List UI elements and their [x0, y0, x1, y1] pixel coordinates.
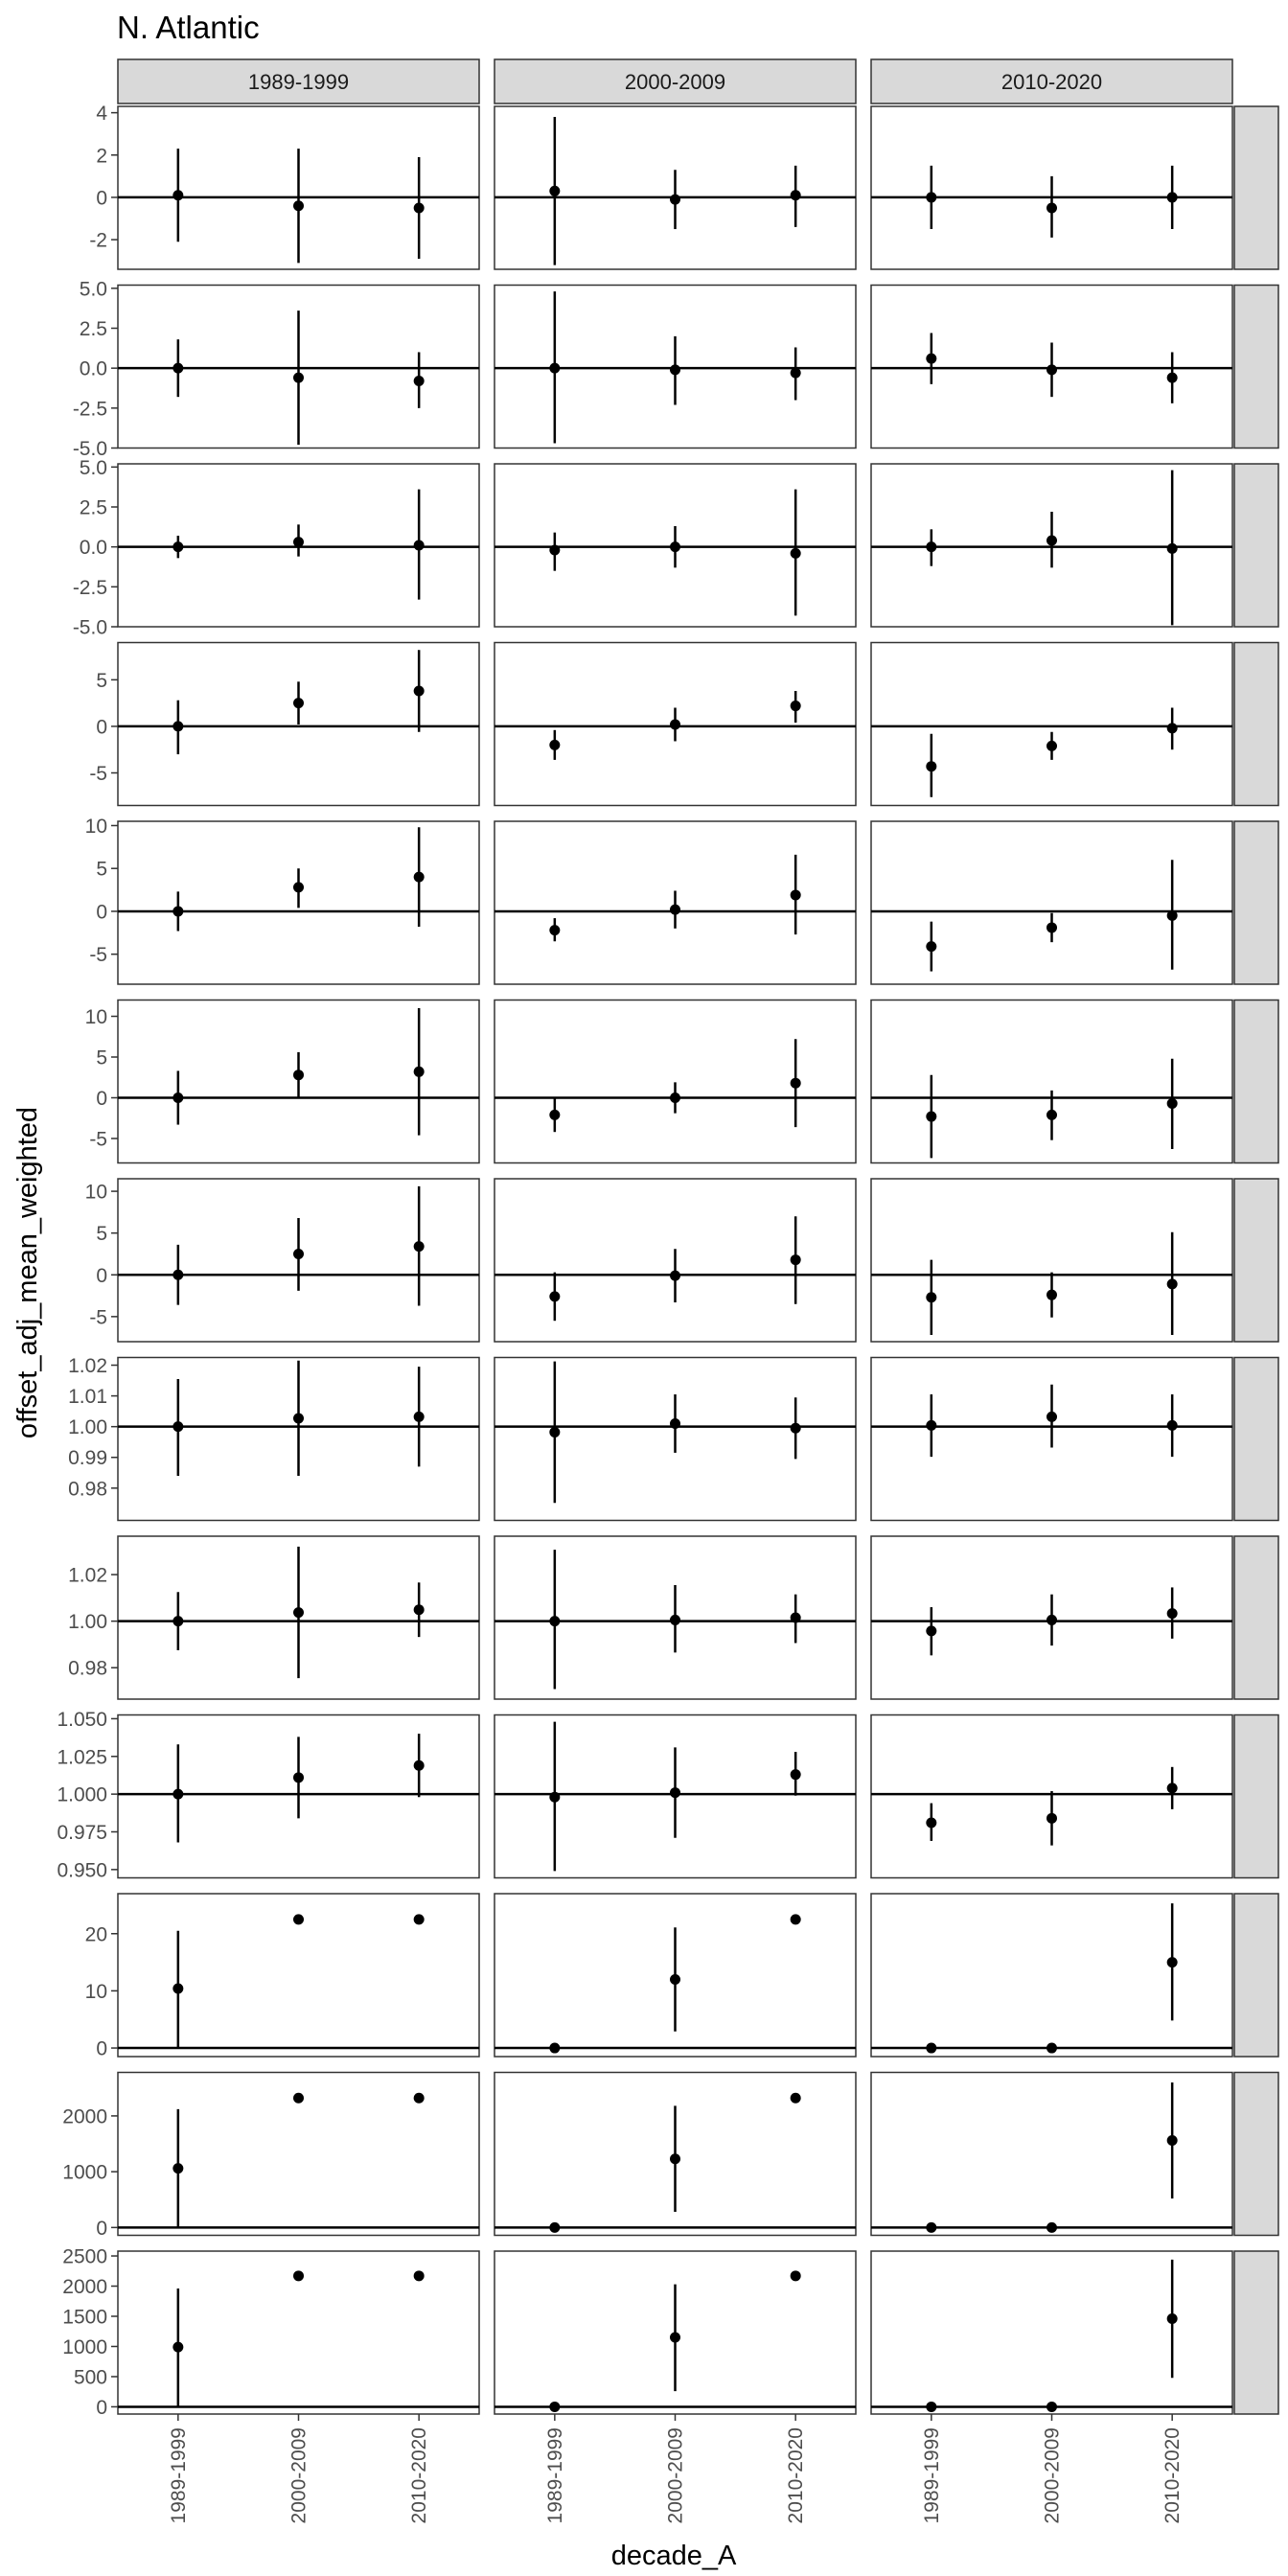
y-tick-label: 1500	[62, 2306, 107, 2329]
x-tick-label: 1989-1999	[543, 2427, 566, 2524]
data-point	[670, 541, 680, 552]
x-axis-label: decade_A	[610, 2541, 737, 2571]
data-point	[791, 1254, 801, 1265]
data-point	[670, 2333, 680, 2343]
data-point	[293, 2270, 304, 2281]
y-tick-label: 2000	[62, 2276, 107, 2299]
data-point	[670, 2153, 680, 2164]
y-tick-label: 0.0	[79, 357, 107, 380]
y-tick-label: -5.0	[72, 616, 107, 639]
data-point	[1046, 202, 1057, 213]
y-tick-label: 0.98	[68, 1657, 107, 1680]
y-tick-label: 0.0	[79, 537, 107, 560]
data-point	[293, 1914, 304, 1924]
data-point	[293, 200, 304, 211]
y-tick-label: -2.5	[72, 576, 107, 599]
data-point	[1046, 2402, 1057, 2412]
column-strip-label: 2010-2020	[1000, 70, 1103, 94]
data-point	[791, 2270, 801, 2281]
y-tick-label: 0.99	[68, 1447, 107, 1470]
data-point	[293, 698, 304, 708]
data-point	[791, 1769, 801, 1780]
data-point	[926, 192, 936, 202]
data-point	[670, 195, 680, 205]
data-point	[791, 1423, 801, 1434]
data-point	[549, 2222, 560, 2233]
chart-title: N. Atlantic	[117, 10, 260, 45]
row-strip-talk_mean	[1234, 2073, 1278, 2236]
data-point	[791, 1914, 801, 1924]
y-tick-label: 20	[84, 1923, 107, 1946]
data-point	[172, 541, 183, 552]
data-point	[293, 882, 304, 892]
y-axis-label: offset_adj_mean_weighted	[12, 1106, 43, 1439]
data-point	[1046, 2222, 1057, 2233]
data-point	[1046, 1110, 1057, 1120]
data-point	[926, 354, 936, 364]
data-point	[549, 1291, 560, 1301]
data-point	[293, 537, 304, 547]
data-point	[670, 719, 680, 729]
data-point	[1046, 741, 1057, 751]
data-point	[293, 1772, 304, 1782]
data-point	[414, 1914, 425, 1924]
data-point	[1046, 536, 1057, 546]
data-point	[1167, 2135, 1178, 2146]
panel-talk_mean-2	[871, 2073, 1232, 2236]
data-point	[926, 1292, 936, 1302]
y-tick-label: 1.000	[57, 1783, 107, 1806]
x-tick-label: 2010-2020	[785, 2427, 808, 2524]
y-tick-label: 0	[96, 2396, 107, 2419]
data-point	[791, 1078, 801, 1089]
y-tick-label: 0	[96, 2037, 107, 2060]
data-point	[670, 364, 680, 375]
data-point	[1046, 1290, 1057, 1300]
data-point	[293, 2093, 304, 2104]
y-tick-label: 10	[84, 815, 107, 838]
data-point	[414, 1760, 425, 1771]
data-point	[172, 906, 183, 916]
data-point	[172, 2163, 183, 2174]
data-point	[293, 1070, 304, 1080]
data-point	[1046, 364, 1057, 375]
row-strip-cstar_nitrate	[1234, 106, 1278, 269]
x-tick-label: 2000-2009	[288, 2427, 310, 2524]
data-point	[293, 1249, 304, 1259]
data-point	[549, 2043, 560, 2054]
row-strip-cstar_total_phosphate	[1234, 1179, 1278, 1342]
y-tick-label: 2.5	[79, 496, 107, 519]
y-tick-label: -2	[89, 229, 107, 252]
data-point	[791, 701, 801, 711]
y-tick-label: -5.0	[72, 438, 107, 460]
row-strip-silicate	[1234, 1715, 1278, 1878]
y-tick-label: 1.02	[68, 1564, 107, 1587]
data-point	[926, 1420, 936, 1431]
y-tick-label: 4	[96, 103, 107, 126]
y-tick-label: 2	[96, 145, 107, 168]
data-point	[549, 1792, 560, 1803]
y-tick-label: 1000	[62, 2161, 107, 2184]
y-tick-label: 2.5	[79, 318, 107, 340]
data-point	[549, 1616, 560, 1626]
data-point	[670, 1271, 680, 1281]
x-tick-label: 1989-1999	[167, 2427, 190, 2524]
data-point	[926, 761, 936, 771]
y-tick-label: 1000	[62, 2335, 107, 2358]
y-tick-label: 0	[96, 2217, 107, 2240]
y-tick-label: -5	[89, 944, 107, 967]
data-point	[549, 1110, 560, 1120]
data-point	[926, 541, 936, 552]
y-tick-label: 1.00	[68, 1611, 107, 1634]
column-strip-label: 1989-1999	[247, 70, 350, 94]
data-point	[1167, 1278, 1178, 1289]
data-point	[172, 1616, 183, 1626]
panel-cstar_tco2_talk-2	[871, 821, 1232, 984]
x-tick-label: 2010-2020	[1162, 2427, 1184, 2524]
data-point	[926, 2222, 936, 2233]
data-point	[1167, 373, 1178, 383]
x-tick-label: 2000-2009	[664, 2427, 687, 2524]
data-point	[791, 889, 801, 900]
data-point	[670, 1615, 680, 1625]
panel-tco2_mean-2	[871, 2251, 1232, 2414]
data-point	[926, 941, 936, 952]
y-tick-label: 0	[96, 716, 107, 739]
data-point	[791, 368, 801, 379]
row-strip-cstar_tco2	[1234, 643, 1278, 806]
data-point	[549, 2402, 560, 2412]
data-point	[1167, 192, 1178, 202]
panel-silicate_mean-2	[871, 1894, 1232, 2057]
data-point	[791, 190, 801, 200]
data-point	[549, 545, 560, 556]
data-point	[414, 686, 425, 697]
data-point	[172, 1789, 183, 1800]
y-tick-label: 5	[96, 858, 107, 881]
data-point	[414, 2270, 425, 2281]
data-point	[1167, 1608, 1178, 1619]
y-tick-label: 1.050	[57, 1708, 107, 1731]
row-strip-cstar_talk	[1234, 464, 1278, 627]
data-point	[1046, 1615, 1057, 1625]
data-point	[670, 1418, 680, 1429]
data-point	[791, 2093, 801, 2104]
y-tick-label: 5	[96, 1223, 107, 1246]
y-tick-label: 5.0	[79, 278, 107, 301]
data-point	[926, 2043, 936, 2054]
data-point	[1167, 1957, 1178, 1967]
row-strip-phosphate	[1234, 1536, 1278, 1699]
data-point	[414, 872, 425, 883]
y-tick-label: 0	[96, 187, 107, 210]
y-tick-label: 1.00	[68, 1416, 107, 1439]
plot-layer	[57, 59, 1278, 2523]
x-tick-label: 2000-2009	[1041, 2427, 1064, 2524]
data-point	[1167, 723, 1178, 733]
row-strip-cstar_tco2_talk	[1234, 821, 1278, 984]
data-point	[791, 1613, 801, 1623]
data-point	[926, 2402, 936, 2412]
data-point	[926, 1112, 936, 1122]
data-point	[293, 1414, 304, 1424]
y-tick-label: 10	[84, 1181, 107, 1204]
panel-cstar_total_nitrate-1	[494, 1000, 856, 1163]
column-strip-label: 2000-2009	[624, 70, 726, 94]
y-tick-label: 10	[84, 1006, 107, 1028]
y-tick-label: -5	[89, 763, 107, 785]
data-point	[414, 540, 425, 551]
data-point	[1167, 1098, 1178, 1109]
row-strip-tco2_mean	[1234, 2251, 1278, 2414]
data-point	[172, 1421, 183, 1432]
data-point	[293, 373, 304, 383]
y-tick-label: 0.98	[68, 1478, 107, 1501]
y-tick-label: 5.0	[79, 456, 107, 479]
y-tick-label: -5	[89, 1306, 107, 1329]
y-tick-label: -5	[89, 1128, 107, 1151]
data-point	[670, 1974, 680, 1985]
y-tick-label: 0.975	[57, 1821, 107, 1844]
data-point	[414, 202, 425, 213]
y-tick-label: 5	[96, 1046, 107, 1070]
data-point	[172, 2342, 183, 2353]
data-point	[670, 905, 680, 915]
data-point	[1046, 1813, 1057, 1824]
y-tick-label: 1.025	[57, 1746, 107, 1769]
row-strip-cstar_total_nitrate	[1234, 1000, 1278, 1163]
y-tick-label: 1.01	[68, 1386, 107, 1409]
y-tick-label: 2000	[62, 2105, 107, 2128]
data-point	[670, 1092, 680, 1103]
x-tick-label: 1989-1999	[920, 2427, 943, 2524]
data-point	[414, 1604, 425, 1615]
data-point	[414, 2093, 425, 2104]
data-point	[1046, 2043, 1057, 2054]
y-tick-label: 10	[84, 1980, 107, 2003]
data-point	[172, 1984, 183, 1994]
data-point	[1167, 1782, 1178, 1793]
y-tick-label: 5	[96, 669, 107, 692]
data-point	[791, 548, 801, 559]
data-point	[414, 1241, 425, 1252]
data-point	[414, 1412, 425, 1422]
row-strip-cstar_phosphate	[1234, 286, 1278, 448]
y-tick-label: 2500	[62, 2245, 107, 2268]
row-strip-nitrate	[1234, 1358, 1278, 1521]
data-point	[172, 1092, 183, 1103]
data-point	[172, 363, 183, 374]
data-point	[1046, 922, 1057, 932]
data-point	[1167, 2313, 1178, 2324]
data-point	[549, 740, 560, 750]
y-tick-label: 0	[96, 901, 107, 924]
data-point	[414, 1067, 425, 1077]
data-point	[549, 186, 560, 196]
data-point	[549, 925, 560, 935]
y-tick-label: 1.02	[68, 1355, 107, 1378]
data-point	[1167, 910, 1178, 921]
data-point	[172, 1270, 183, 1280]
data-point	[172, 190, 183, 200]
data-point	[172, 721, 183, 731]
row-strip-silicate_mean	[1234, 1894, 1278, 2057]
data-point	[1046, 1412, 1057, 1422]
y-tick-label: 0.950	[57, 1859, 107, 1882]
data-point	[926, 1818, 936, 1828]
y-tick-label: 0	[96, 1088, 107, 1110]
y-tick-label: 0	[96, 1264, 107, 1287]
data-point	[414, 376, 425, 386]
data-point	[549, 363, 560, 374]
y-tick-label: 500	[73, 2366, 107, 2389]
data-point	[1167, 1420, 1178, 1431]
data-point	[293, 1607, 304, 1618]
x-tick-label: 2010-2020	[408, 2427, 431, 2524]
panel-cstar_tco2-2	[871, 643, 1232, 806]
data-point	[549, 1427, 560, 1438]
data-point	[926, 1625, 936, 1636]
data-point	[670, 1787, 680, 1798]
y-tick-label: -2.5	[72, 398, 107, 421]
data-point	[1167, 543, 1178, 554]
